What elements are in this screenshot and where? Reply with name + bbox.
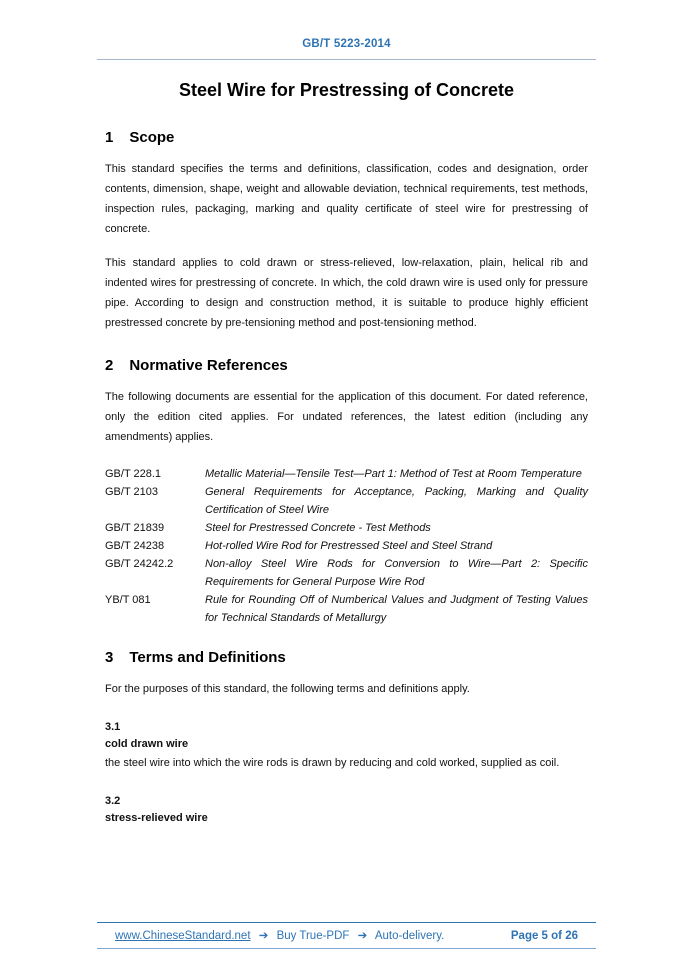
reference-item (105, 519, 588, 537)
reference-item (105, 591, 588, 627)
section-number: 1 (105, 129, 114, 146)
header-rule (97, 59, 596, 60)
arrow-right-icon: ➔ (258, 930, 269, 942)
reference-item (105, 483, 588, 519)
page-footer (97, 922, 596, 949)
reference-item (105, 465, 588, 483)
section-number: 2 (105, 357, 114, 374)
footer-action-delivery: Auto-delivery. (374, 930, 445, 942)
reference-item (105, 555, 588, 591)
term-definition: the steel wire into which the wire rods is drawn by reducing and cold worked, supplied as coil. (105, 757, 560, 769)
footer-website-link[interactable]: www.ChineseStandard.net (115, 930, 251, 942)
normative-intro-paragraph: The following documents are essential for the application of this document. For dated reference, only the edition cited applies. For undated references, the latest edition (including any amendments) applies. (105, 391, 588, 443)
section-heading-normative-references (105, 357, 588, 374)
footer-promo-line (115, 928, 444, 942)
terms-intro-paragraph: For the purposes of this standard, the following terms and definitions apply. (105, 683, 470, 695)
reference-title: Hot-rolled Wire Rod for Prestressed Steel and Steel Strand (205, 540, 493, 552)
reference-code: GB/T 2103 (105, 486, 158, 498)
scope-paragraph-2: This standard applies to cold drawn or stress-relieved, low-relaxation, plain, helical rib and indented wires for prestressing of concrete. In which, the cold drawn wire is used only for pressure pipe. According to design and construction method, it is suitable to produce highly efficient prestressed concrete by pre-tensioning method and post-tensioning method. (105, 257, 588, 329)
term-entry (105, 719, 588, 773)
section-number: 3 (105, 649, 114, 666)
reference-title: Rule for Rounding Off of Numberical Values and Judgment of Testing Values for Technical Standards of Metallurgy (205, 594, 588, 624)
term-name: stress-relieved wire (105, 812, 208, 824)
footer-page-number: Page 5 of 26 (510, 930, 578, 942)
term-entry (105, 793, 588, 827)
reference-code: GB/T 24242.2 (105, 558, 174, 570)
document-title: Steel Wire for Prestressing of Concrete (179, 80, 514, 100)
reference-list (105, 465, 588, 627)
term-number: 3.2 (105, 795, 121, 807)
term-name: cold drawn wire (105, 738, 189, 750)
section-title: Terms and Definitions (129, 649, 286, 666)
reference-code: GB/T 21839 (105, 522, 165, 534)
reference-item (105, 537, 588, 555)
footer-action-buy: Buy True-PDF (276, 930, 350, 942)
term-number: 3.1 (105, 721, 121, 733)
section-heading-scope (105, 129, 588, 146)
reference-code: GB/T 24238 (105, 540, 165, 552)
reference-title: Steel for Prestressed Concrete - Test Methods (205, 522, 431, 534)
reference-title: Non-alloy Steel Wire Rods for Conversion to Wire—Part 2: Specific Requirements for General Purpose Wire Rod (205, 558, 588, 588)
arrow-right-icon: ➔ (357, 930, 368, 942)
reference-code: GB/T 228.1 (105, 468, 162, 480)
reference-code: YB/T 081 (105, 594, 151, 606)
section-title: Normative References (129, 357, 288, 374)
section-heading-terms-and-definitions (105, 649, 588, 666)
scope-paragraph-1: This standard specifies the terms and definitions, classification, codes and designation, order contents, dimension, shape, weight and allowable deviation, technical requirements, test methods, inspection rules, packaging, marking and quality certificate of steel wire for prestressing of concrete. (105, 163, 588, 235)
reference-title: Metallic Material—Tensile Test—Part 1: Method of Test at Room Temperature (205, 468, 582, 480)
section-title: Scope (129, 129, 175, 146)
reference-title: General Requirements for Acceptance, Packing, Marking and Quality Certification of Steel Wire (205, 486, 588, 516)
page-header-doc-number: GB/T 5223-2014 (302, 38, 391, 50)
